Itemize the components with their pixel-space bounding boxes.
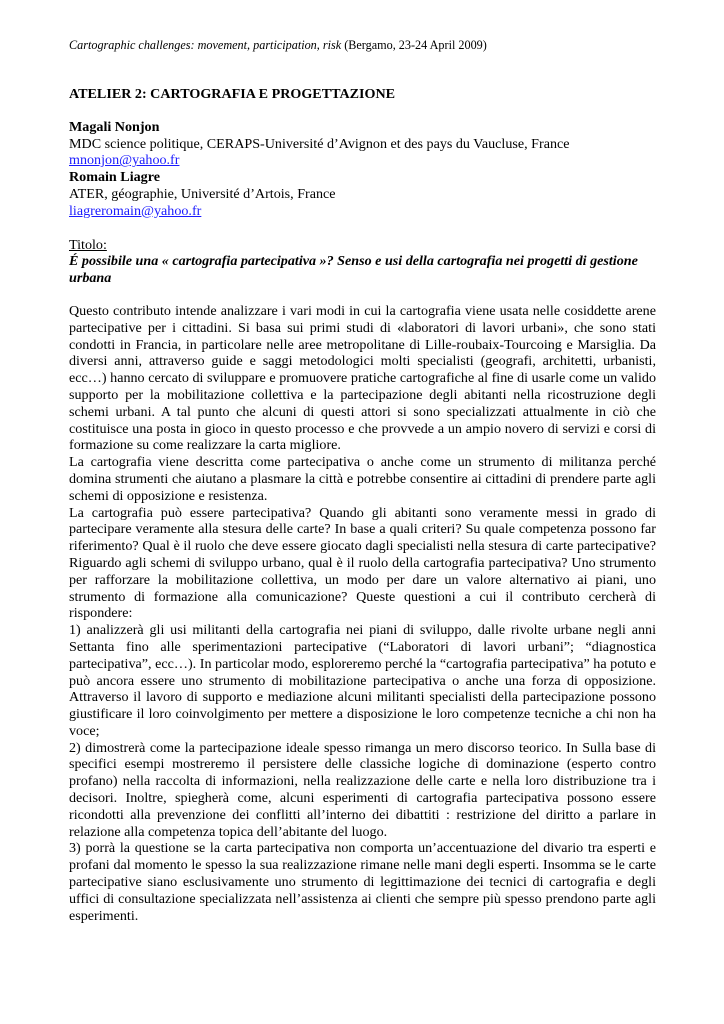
author-email-link[interactable]: mnonjon@yahoo.fr [69, 152, 180, 169]
author-name: Magali Nonjon [69, 118, 160, 135]
header-title: Cartographic challenges: movement, participation, risk [69, 38, 342, 52]
document-page [69, 38, 656, 924]
body-paragraph: 2) dimostrerà come la partecipazione ideale spesso rimanga un mero discorso teorico. In Sulla base di specifici esempi mostreremo il persistere delle classiche logiche di dominazione (esperto contro profano) nella raccolta di informazioni, nella realizzazione delle carte e nella loro distribuzione tra i decisori. Inoltre, spiegherà come, alcuni esperimenti di cartografia partecipativa possono essere ricondotti alla prevenzione dei conflitti all’interno dei dibattiti : restrizione del diritto a parlare in relazione alla competenza topica dell’abitante del luogo. [69, 739, 656, 840]
paper-title: É possibile una « cartografia partecipativa »? Senso e usi della cartografia nei progetti di gestione urbana [69, 253, 638, 287]
running-header [69, 38, 656, 53]
body-paragraph: La cartografia può essere partecipativa? Quando gli abitanti sono veramente messi in grado di partecipare veramente alla stesura delle carte? In base a quali criteri? Su quale competenza possono far riferimento? Qual è il ruolo che deve essere giocato dagli specialisti nella stesura di carte partecipative? Riguardo agli schemi di sviluppo urbano, qual è il ruolo della cartografia partecipativa? Uno strumento per rafforzare la mobilitazione collettiva, un modo per dare un valore alternativo ai piani, uno strumento di formazione alla comunicazione? Queste questioni a cui il contributo cercherà di rispondere: [69, 504, 656, 622]
titolo-label: Titolo: [69, 236, 107, 253]
author-affiliation: ATER, géographie, Université d’Artois, France [69, 185, 336, 202]
body-paragraph: 3) porrà la questione se la carta partecipativa non comporta un’accentuazione del divario tra esperti e profani dal momento le spesso la sua realizzazione rimane nelle mani degli esperti. Insomma se le carte partecipative siano esclusivamente uno strumento di legittimazione dei tecnici di cartografia e degli uffici di consultazione specializzata nell’assistenza ai clienti che sempre più spesso prendono parte agli esperimenti. [69, 840, 656, 924]
abstract-body [69, 303, 656, 924]
body-paragraph: 1) analizzerà gli usi militanti della cartografia nei piani di sviluppo, dalle rivolte urbane negli anni Settanta fino alle sperimentazioni partecipative (“Laboratori di lavori urbani”; “diagnostica partecipativa”, ecc…). In particolar modo, esploreremo perché la “cartografia partecipativa” ha potuto e può ancora essere uno strumento di mobilitazione partecipativa o anche una forza di opposizione. Attraverso il lavoro di supporto e mediazione alcuni militanti specialisti della partecipazione possono giustificare il loro coinvolgimento per mettere a disposizione le loro competenze tecniche a chi non ha voce; [69, 622, 656, 739]
author-affiliation: MDC science politique, CERAPS-Université d’Avignon et des pays du Vaucluse, France [69, 135, 570, 152]
author-name: Romain Liagre [69, 169, 160, 186]
authors-block [69, 119, 656, 220]
body-paragraph: La cartografia viene descritta come partecipativa o anche come un strumento di militanza perché domina strumenti che aiutano a plasmare la città e potrebbe consentire ai cittadini di prendere parte agli schemi di opposizione e resistenza. [69, 454, 656, 504]
body-paragraph: Questo contributo intende analizzare i vari modi in cui la cartografia viene usata nelle cosiddette arene partecipative per i cittadini. Si basa sui primi studi di «laboratori di lavori urbani», che sono stati condotti in Francia, in particolare nelle aree metropolitane di Lille-roubaix-Tourcoing e Marsiglia. Da diversi anni, attraverso guide e saggi metodologici molti specialisti (geografi, architetti, urbanisti, ecc…) hanno cercato di sviluppare e promuovere pratiche cartografiche al fine di usarle come un valido supporto per la mobilitazione collettiva e la partecipazione degli abitanti nella ricostruzione degli schemi urbani. A tal punto che alcuni di questi attori si sono specializzati attualmente in ciò che costituisce una posta in gioco in questo processo e che provvede a un ampio novero di servizi e corsi di formazione su come realizzare la carta migliore. [69, 302, 656, 454]
header-date: (Bergamo, 23-24 April 2009) [341, 38, 487, 52]
atelier-heading: ATELIER 2: CARTOGRAFIA E PROGETTAZIONE [69, 86, 396, 102]
author-email-link[interactable]: liagreromain@yahoo.fr [69, 202, 202, 219]
